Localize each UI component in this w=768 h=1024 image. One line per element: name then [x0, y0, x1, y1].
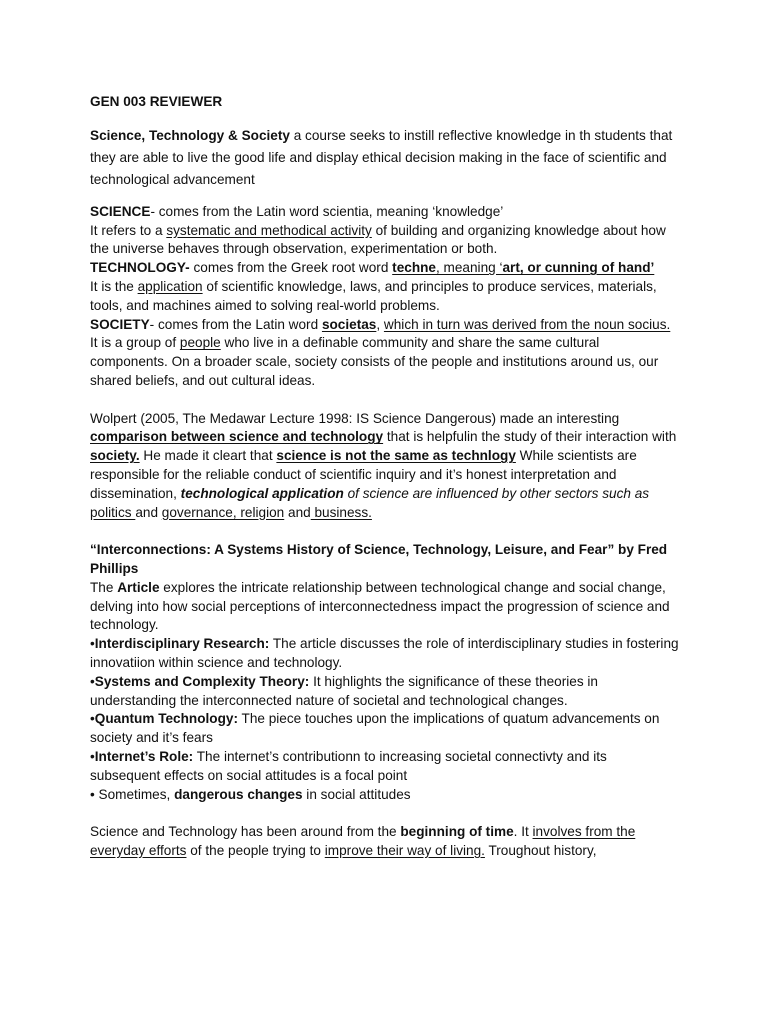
document-title: GEN 003 REVIEWER — [90, 94, 223, 109]
science-key-phrase: systematic and methodical activity — [166, 222, 372, 238]
society-definition: SOCIETY- comes from the Latin word societas, which in turn was derived from the noun socius. — [90, 316, 671, 332]
list-item: •Internet’s Role: The internet’s contributionn to increasing societal connectivty and its subsequent effects on social attitudes is a focal point — [90, 748, 607, 783]
society-key-phrase: people — [179, 335, 221, 351]
intro-paragraph — [90, 125, 680, 191]
science-definition: SCIENCE- comes from the Latin word scientia, meaning ‘knowledge’ — [90, 203, 504, 219]
socius-phrase: which in turn was derived from the noun socius. — [383, 316, 671, 332]
technology-term: TECHNOLOGY- — [90, 260, 190, 276]
article-section — [90, 541, 680, 804]
list-item: •Quantum Technology: The piece touches upon the implications of quatum advancements on society and it’s fears — [90, 711, 660, 746]
techne-word: techne — [392, 260, 436, 276]
list-item: • Sometimes, dangerous changes in social attitudes — [90, 786, 411, 802]
list-item: •Interdisciplinary Research: The article discusses the role of interdisciplinary studies in fostering innovatiion within science and technology. — [90, 636, 679, 670]
societas-word: societas — [321, 316, 377, 332]
society-term: SOCIETY — [90, 316, 150, 332]
technology-key-phrase: application — [137, 278, 203, 294]
course-name: Science, Technology & Society — [90, 127, 290, 143]
society-description: It is a group of people who live in a definable community and share the same cultural components. On a broader scale, society consists of the people and institutions around us, our shared beliefs, and out cultural ideas. — [90, 335, 659, 388]
list-item: •Systems and Complexity Theory: It highlights the significance of these theories in understanding the interconnected nature of societal and technological changes. — [90, 673, 598, 708]
wolpert-paragraph: Wolpert (2005, The Medawar Lecture 1998: IS Science Dangerous) made an interesting comparison between science and technology that is helpfulin the study of their interaction with society. He made it cleart that science is not the same as technlogy While scientists are responsible for the reliable conduct of scientific inquiry and it’s honest interpretation and dissemination, technological application of science are influenced by other sectors such as politics and governance, religion and business. — [90, 410, 677, 520]
techne-gloss: art, or cunning of hand’ — [502, 260, 655, 276]
closing-paragraph: Science and Technology has been around from the beginning of time. It involves from the everyday efforts of the people trying to improve their way of living. Troughout history, — [90, 824, 636, 858]
intro-text: a course seeks to instill reflective knowledge in th students that they are able to live the good life and display ethical decision making in the face of scientific and technological advancement — [90, 127, 673, 187]
science-term: SCIENCE — [90, 203, 151, 219]
definitions-section — [90, 203, 680, 391]
article-heading: “Interconnections: A Systems History of Science, Technology, Leisure, and Fear” by Fred Phillips — [90, 542, 668, 576]
science-description: It refers to a systematic and methodical activity of building and organizing knowledge about how the universe behaves through observation, experimentation or both. — [90, 222, 666, 257]
article-summary: The Article explores the intricate relationship between technological change and social change, delving into how social perceptions of interconnectedness impact the progression of science and technology. — [90, 579, 670, 633]
technology-description: It is the application of scientific knowledge, laws, and principles to produce services, materials, tools, and machines aimed to solving real-world problems. — [90, 278, 657, 313]
technology-definition: TECHNOLOGY- comes from the Greek root word techne, meaning ‘art, or cunning of hand’ — [90, 260, 655, 276]
